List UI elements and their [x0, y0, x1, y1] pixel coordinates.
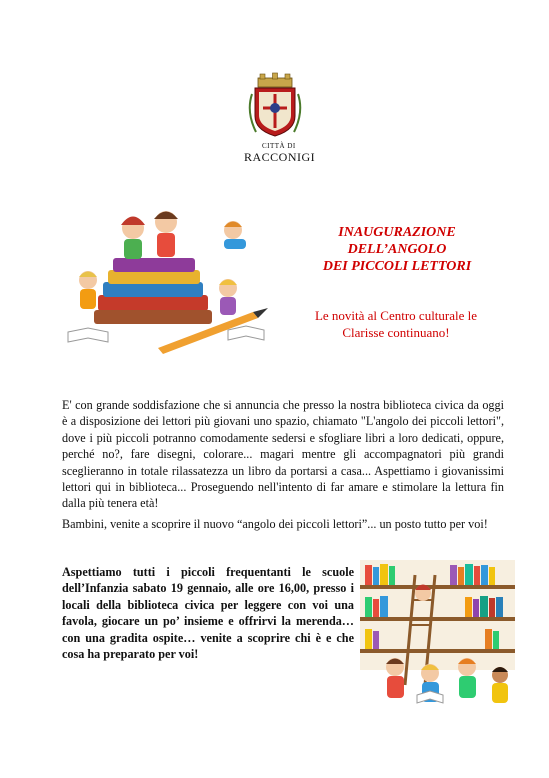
event-title [287, 224, 507, 275]
invitation-paragraph: Bambini, venite a scoprire il nuovo “angolo dei piccoli lettori”... un posto tutto per voi! [62, 517, 488, 531]
logo-city-name: RACCONIGI [244, 150, 316, 164]
event-details-paragraph: Aspettiamo tutti i piccoli frequentanti le scuole dell’Infanzia sabato 19 gennaio, alle ore 16,00, presso i locali della biblioteca civica per leggere con voi una favola, giocare un po’ insieme e offrirvi la merenda… con una gradita ospite… venite a scoprire chi è e che cosa ha preparato per voi! [62, 565, 354, 662]
event-subtitle [290, 307, 502, 341]
children-in-library-icon [355, 555, 520, 715]
logo-city-label: CITTÀ DI [262, 142, 296, 150]
event-subtitle-line: Le novità al Centro culturale le [314, 308, 478, 323]
event-subtitle-line: Clarisse continuano! [342, 325, 450, 340]
event-title-line: DEI PICCOLI LETTORI [322, 259, 472, 274]
event-title-line: DELL’ANGOLO [347, 242, 447, 257]
children-reading-on-books-icon [58, 200, 278, 360]
intro-paragraph: E' con grande soddisfazione che si annuncia che presso la nostra biblioteca civica da oggi è a disposizione dei lettori più giovani uno spazio, chiamato "L'angolo dei piccoli lettori", dove i più piccoli potranno comodamente sedersi e sfogliare libri a loro dedicati, oppure, perché no?, fare disegni, colorare... magari mentre gli accompagnatori più grandi sceglieranno in totale rilassatezza un libro da portarsi a casa... Aspettiamo i giovanissimi lettori qui in biblioteca... Proseguendo nell'intento di far amare e stimolare la lettura fin dalla più tenera età! [62, 398, 504, 511]
event-title-line: INAUGURAZIONE [338, 225, 456, 240]
